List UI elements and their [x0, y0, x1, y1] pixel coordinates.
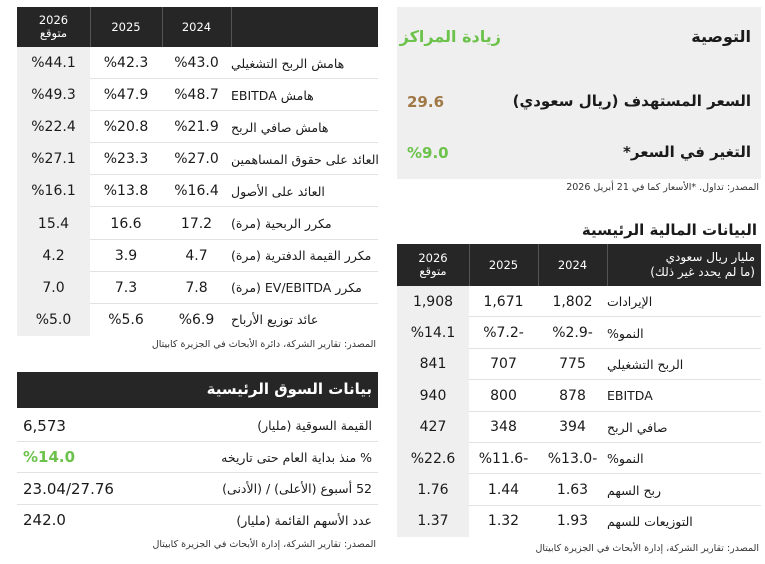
recommendation-value: زيادة المراكز — [399, 27, 501, 46]
ratios-row-label: مكرر EV/EBITDA (مرة) — [231, 280, 362, 296]
financials-cell-2024: %2.9- — [552, 325, 593, 342]
market-title: بيانات السوق الرئيسية — [206, 380, 372, 398]
financials-cell-2026: 1.37 — [417, 513, 449, 530]
ratios-cell-2026: %22.4 — [31, 119, 76, 136]
ratios-cell-2024: 7.8 — [185, 279, 208, 296]
market-label: % منذ بداية العام حتى تاريخه — [221, 449, 372, 465]
financials-cell-2026: 841 — [419, 356, 447, 373]
ratios-row-label: مكرر الربحية (مرة) — [231, 216, 332, 232]
financials-cell-2024: 1.93 — [556, 513, 589, 530]
market-source: المصدر: تقارير الشركة، إدارة الأبحاث في الجزيرة كابيتال — [152, 539, 376, 550]
financials-cell-2026: 1.76 — [417, 482, 449, 499]
ratios-table — [17, 7, 378, 338]
financials-title: البيانات المالية الرئيسية — [581, 221, 757, 239]
financials-header-2026 — [397, 244, 469, 286]
ratios-cell-2026: %5.0 — [35, 311, 72, 328]
financials-cell-2024: 878 — [559, 387, 586, 404]
ratios-cell-2024: %27.0 — [174, 151, 219, 168]
market-value: 6,573 — [23, 416, 66, 435]
ratios-cell-2025: 3.9 — [114, 247, 138, 264]
financials-header-2026-text: 2026 متوقع — [418, 251, 448, 278]
ratios-cell-2024: 4.7 — [185, 247, 208, 264]
market-label: 52 أسبوع (الأعلى) / (الأدنى) — [222, 481, 372, 497]
ratios-row — [17, 240, 378, 272]
financials-cell-2025: 1.44 — [487, 482, 520, 499]
financials-header-2024 — [538, 244, 607, 286]
ratios-cell-2024: %16.4 — [174, 183, 219, 200]
financials-cell-2026: 427 — [419, 419, 447, 436]
price-change-label: التغير في السعر* — [623, 143, 751, 161]
ratios-header-2026-text: 2026 متوقع — [38, 13, 69, 40]
recommendation-box — [397, 7, 761, 179]
financials-cell-2025: 707 — [490, 356, 517, 373]
ratios-header-2026 — [17, 7, 90, 47]
price-change-value: %9.0 — [407, 144, 449, 162]
financials-header-2024-text: 2024 — [557, 257, 588, 272]
financials-header-2025 — [469, 244, 538, 286]
ratios-cell-2024: %21.9 — [174, 119, 219, 136]
recommendation-label: التوصية — [691, 27, 751, 46]
ratios-cell-2026: %44.1 — [31, 55, 76, 72]
financials-cell-2026: %22.6 — [410, 450, 456, 467]
financials-row — [397, 349, 761, 380]
ratios-row-label: عائد توزيع الأرباح — [231, 312, 319, 328]
ratios-source: المصدر: تقارير الشركة، دائرة الأبحاث في الجزيرة كابيتال — [151, 339, 376, 350]
ratios-cell-2026: 4.2 — [42, 247, 65, 264]
financials-row-label: النمو% — [607, 451, 644, 467]
ratios-row-label: هامش EBITDA — [231, 87, 314, 103]
financials-cell-2025: %11.6- — [478, 450, 529, 467]
financials-cell-2025: %7.2- — [483, 325, 524, 342]
financials-row — [397, 286, 761, 317]
market-label: القيمة السوقية (مليار) — [257, 418, 372, 434]
financials-row — [397, 412, 761, 443]
target-price-value: 29.6 — [407, 93, 445, 111]
financials-cell-2025: 1,671 — [483, 293, 524, 310]
market-row — [17, 505, 378, 537]
ratios-row — [17, 47, 378, 79]
financials-header-label-text: مليار ريال سعودي (ما لم يحدد غير ذلك) — [650, 250, 755, 279]
ratios-row-label: مكرر القيمة الدفترية (مرة) — [231, 248, 372, 264]
financials-row-label: التوزيعات للسهم — [607, 513, 693, 529]
financials-header-2025-text: 2025 — [488, 257, 519, 272]
financials-row-label: ربح السهم — [607, 482, 662, 498]
ratios-cell-2025: 7.3 — [114, 279, 138, 296]
financials-cell-2024: %13.0- — [547, 450, 598, 467]
financials-cell-2026: 940 — [419, 387, 447, 404]
ratios-row — [17, 79, 378, 111]
ratios-cell-2026: 15.4 — [37, 215, 70, 232]
ratios-cell-2025: %23.3 — [103, 151, 149, 168]
financials-row-label: EBITDA — [607, 388, 653, 404]
ratios-cell-2025: %5.6 — [108, 311, 144, 328]
financials-source: المصدر: تقارير الشركة، إدارة الأبحاث في الجزيرة كابيتال — [535, 543, 759, 554]
recommendation-source: المصدر: تداول. *الأسعار كما في 21 أبريل 2026 — [566, 182, 759, 193]
market-row — [17, 473, 378, 505]
financials-row — [397, 506, 761, 537]
ratios-cell-2024: %6.9 — [178, 311, 215, 328]
ratios-cell-2024: %48.7 — [174, 87, 219, 104]
ratios-cell-2024: 17.2 — [180, 215, 213, 232]
ratios-cell-2026: %16.1 — [31, 183, 76, 200]
financials-row-label: النمو% — [607, 325, 644, 341]
ratios-row — [17, 304, 378, 336]
financials-header-label — [607, 244, 761, 286]
ratios-row — [17, 175, 378, 207]
ratios-row — [17, 272, 378, 304]
market-value: 23.04/27.76 — [23, 479, 114, 498]
financials-row-label: الربح التشغيلي — [607, 356, 684, 372]
financials-cell-2024: 1.63 — [556, 482, 589, 499]
financials-cell-2025: 1.32 — [487, 513, 520, 530]
financials-cell-2026: %14.1 — [410, 325, 456, 342]
ratios-cell-2026: 7.0 — [42, 279, 65, 296]
ratios-header-2024-text: 2024 — [181, 19, 212, 34]
financials-row-label: الإيرادات — [607, 294, 653, 310]
financials-cell-2025: 348 — [490, 419, 517, 436]
financials-row — [397, 380, 761, 411]
market-label: عدد الأسهم القائمة (مليار) — [236, 512, 372, 528]
ratios-cell-2025: %20.8 — [103, 119, 149, 136]
market-value: 242.0 — [23, 511, 66, 530]
ratios-row — [17, 143, 378, 175]
ratios-header-2025 — [90, 7, 162, 47]
financials-cell-2025: 800 — [490, 387, 517, 404]
financials-cell-2024: 1,802 — [552, 293, 593, 310]
ratios-cell-2025: %42.3 — [103, 55, 149, 72]
ratios-cell-2024: %43.0 — [174, 55, 219, 72]
ratios-row — [17, 208, 378, 240]
ratios-cell-2025: %47.9 — [103, 87, 149, 104]
ratios-cell-2026: %49.3 — [31, 87, 76, 104]
ratios-cell-2026: %27.1 — [31, 151, 76, 168]
financials-row — [397, 474, 761, 505]
ratios-header-2024 — [162, 7, 231, 47]
ratios-row-label: هامش صافي الربح — [231, 119, 329, 135]
ratios-row-label: هامش الربح التشغيلي — [231, 55, 345, 71]
ratios-header-2025-text: 2025 — [111, 19, 141, 34]
ratios-cell-2025: %13.8 — [103, 183, 149, 200]
financials-cell-2024: 775 — [559, 356, 586, 373]
market-row — [17, 410, 378, 442]
market-row — [17, 442, 378, 474]
financials-row — [397, 443, 761, 474]
financials-row — [397, 317, 761, 348]
financials-row-label: صافي الربح — [607, 419, 668, 435]
financials-cell-2026: 1,908 — [412, 293, 454, 310]
target-price-label: السعر المستهدف (ريال سعودي) — [512, 92, 751, 110]
ratios-cell-2025: 16.6 — [110, 215, 142, 232]
market-value: %14.0 — [23, 448, 76, 467]
financials-cell-2024: 394 — [559, 419, 586, 436]
ratios-row-label: العائد على الأصول — [231, 183, 325, 199]
market-title-bar — [17, 372, 378, 408]
ratios-row — [17, 111, 378, 143]
ratios-row-label: العائد على حقوق المساهمين — [231, 151, 379, 167]
